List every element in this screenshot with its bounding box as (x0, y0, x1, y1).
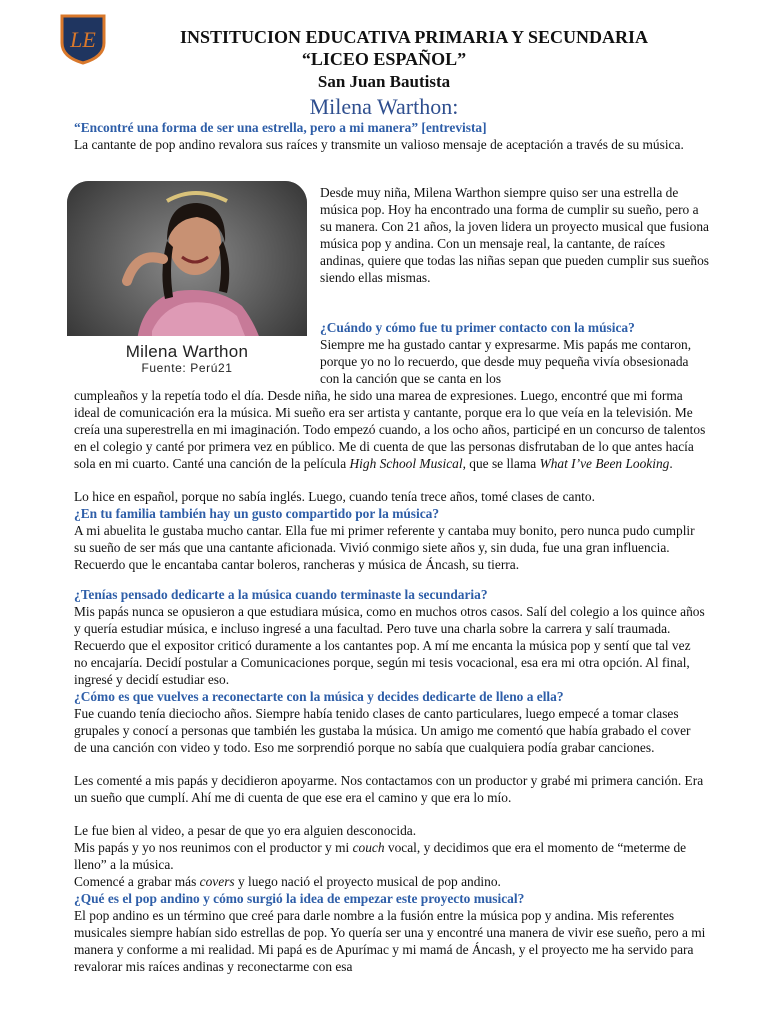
song-title: What I’ve Been Looking (539, 455, 670, 471)
article-intro: Desde muy niña, Milena Warthon siempre quiso ser una estrella de música pop. Hoy ha encontrado una forma de cumplir su sueño, pero a su manera. Con 21 años, la joven lidera un proyecto musical que fusiona música pop y andina. Con un mensaje real, la cantante, de raíces andinas, quiere que todas las niñas sepan que pueden cumplir sus sueños siendo ellas mismas. (320, 185, 709, 285)
answer-4-5-post: y luego nació el proyecto musical de pop andino. (234, 874, 501, 889)
answer-4-part-2: Les comenté a mis papás y decidieron apoyarme. Nos contactamos con un productor y grabé mi primera canción. Era un sueño que cumplí. Ahí me di cuenta de que ese era el camino y que era lo mío. (74, 773, 704, 805)
answer-4-5-pre: Comencé a grabar más (74, 874, 200, 889)
answer-4-part-3: Le fue bien al video, a pesar de que yo era alguien desconocida. (74, 823, 417, 838)
answer-4-4-post: vocal, y decidimos que era el momento de “meterme de lleno” a la música. (74, 840, 687, 872)
answer-2: A mi abuelita le gustaba mucho cantar. Ella fue mi primer referente y cantaba muy bonito, pero nunca pudo cumplir su sueño de ser más que una cantante aficionada. Vivió conmigo siete años y, sin duda, fue una gran influencia. Recuerdo que le encantaba cantar boleros, rancheras y música de Áncash, su tierra. (74, 523, 695, 572)
question-5: ¿Qué es el pop andino y cómo surgió la idea de empezar este proyecto musical? (74, 891, 525, 906)
couch-word: couch (352, 840, 385, 855)
movie-title: High School Musical (349, 455, 463, 471)
answer-4-4-pre: Mis papás y yo nos reunimos con el productor y mi (74, 840, 353, 855)
svg-text:LE: LE (70, 27, 96, 52)
answer-1-part-3: Lo hice en español, porque no sabía inglés. Luego, cuando tenía trece años, tomé clases de canto. (74, 489, 595, 504)
answer-1-mid: , que se llama (462, 455, 540, 471)
answer-3: Mis papás nunca se opusieron a que estudiara música, como en muchos otros casos. Salí del colegio a los quince años y quería estudiar música, e incluso ingresé a una facultad. Pero tuve una charla sobre la carrera y salí traumada. Recuerdo que el expositor criticó duramente a los cantantes pop. A mí me encanta la música pop y sentí que tal vez no encajaría. Decidí postular a Comunicaciones porque, según mi tesis vocacional, esa era mi otra opción. Al final, ingresé y decidí estudiar eso. (74, 604, 705, 687)
question-4: ¿Cómo es que vuelves a reconectarte con la música y decides dedicarte de lleno a ella? (74, 689, 564, 704)
article-lead: La cantante de pop andino revalora sus raíces y transmite un valioso mensaje de aceptación a través de su música. (74, 137, 684, 152)
school-name-line1: INSTITUCION EDUCATIVA PRIMARIA Y SECUNDARIA (179, 27, 649, 47)
answer-1-end: . (669, 455, 673, 471)
photo-caption-source: Fuente: Perú21 (141, 361, 233, 375)
covers-word: covers (199, 874, 235, 889)
question-2: ¿En tu familia también hay un gusto compartido por la música? (74, 506, 440, 521)
answer-1-text: cumpleaños y la repetía todo el día. Desde niña, he sido una marea de expresiones. Luego, encontré que mi forma ideal de comunicación era la música. Mi sueño era ser artista y cantante, porque era lo que veía en la televisión. Me creía una superestrella en mi imaginación. Todo empezó cuando, a los ocho años, participé en un concurso de talentos en el colegio y canté por primera vez en público. Me di cuenta de que las personas disfrutaban de lo que antes hacía sola en mi cuarto. Canté una canción de la película (74, 388, 706, 471)
question-3: ¿Tenías pensado dedicarte a la música cuando terminaste la secundaria? (74, 587, 488, 602)
article-title: Milena Warthon: (309, 94, 459, 119)
article-subtitle: “Encontré una forma de ser una estrella, pero a mi manera” [entrevista] (74, 120, 487, 135)
photo-caption-name: Milena Warthon (125, 342, 249, 361)
question-1: ¿Cuándo y cómo fue tu primer contacto con la música? (320, 320, 635, 335)
school-location: San Juan Bautista (317, 72, 451, 91)
answer-4-part-4 (74, 840, 706, 874)
photo-caption (67, 342, 307, 375)
answer-1-part-2 (74, 388, 706, 473)
school-name-line2: “LICEO ESPAÑOL” (301, 49, 467, 69)
answer-5: El pop andino es un término que creé para darle nombre a la fusión entre la música pop y andina. Mis referentes musicales siempre habían sido estrellas de pop. Yo quería ser una y encontré una manera de vivir ese sueño, pero a mi manera y conforme a mi realidad. Mi papá es de Apurímac y mi mamá de Áncash, y el proyecto me ha servido para revalorar mis raíces andinas y reconectarme con esa (74, 908, 706, 974)
answer-4-part-1: Fue cuando tenía dieciocho años. Siempre había tenido clases de canto particulares, luego empecé a tomar clases grupales y conocí a personas que también les gustaba la música. Un amigo me comentó que había grabado el cover de una canción con video y todo. Eso me sorprendió porque no sabía que cualquiera podía grabar canciones. (74, 706, 691, 755)
answer-1-part-1: Siempre me ha gustado cantar y expresarme. Mis papás me contaron, porque yo no lo recuerdo, que desde muy pequeña vivía obsesionada con la canción que se canta en los (320, 337, 692, 386)
answer-4-part-5 (74, 874, 706, 891)
